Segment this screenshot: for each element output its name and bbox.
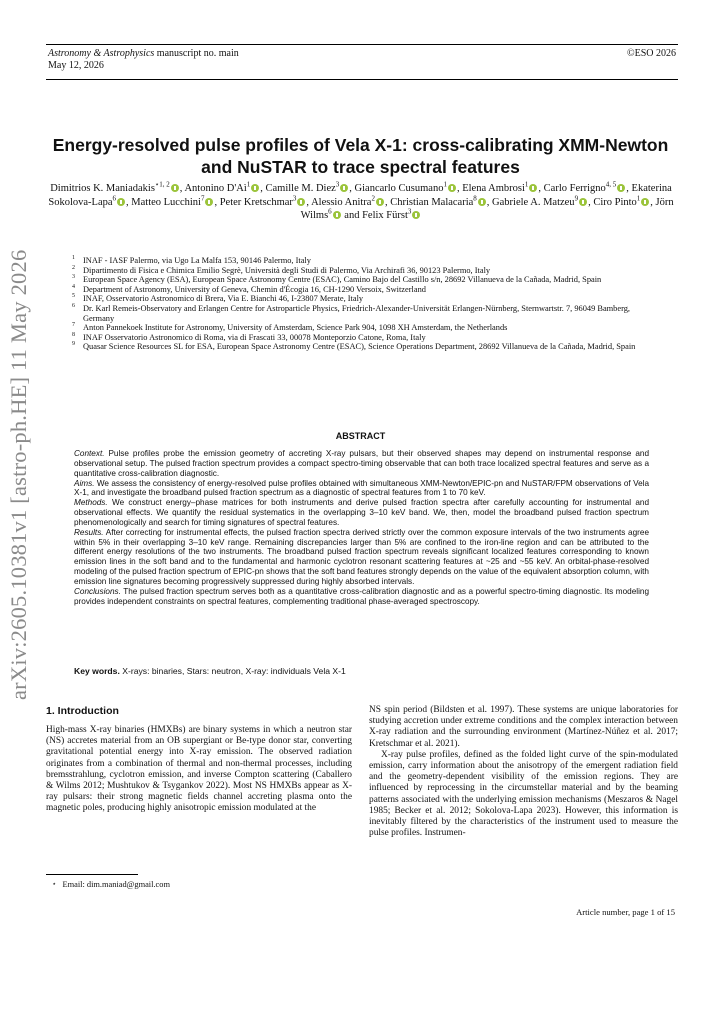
author [354,180,457,194]
author [50,180,180,194]
affiliation-list [70,256,660,352]
author-affiliation: 7 [200,194,205,202]
author [593,194,650,208]
footnote-rule [46,874,138,875]
author-name: Dimitrios K. Maniadakis [50,183,155,194]
journal-name: Astronomy & Astrophysics [48,48,155,59]
author-name: Carlo Ferrigno [543,183,606,194]
right-column [369,705,678,839]
keywords-label: Key words. [74,666,120,676]
author-name: Ciro Pinto [593,196,637,208]
manuscript-number: manuscript no. main [156,48,239,59]
author-name: Elena Ambrosi [462,183,525,194]
author-name: Gabriele A. Matzeu [492,196,575,208]
orcid-icon[interactable] [412,211,420,219]
affiliation-number: 8 [72,331,75,338]
affiliation-item [70,285,660,295]
affiliation-number: 4 [72,283,75,290]
context-text: Pulse profiles probe the emission geometry of accreting X-ray pulsars, but their observed shapes may depend on instrumental response and observational setup. The pulsed fraction spectrum provides a compact spectro-timing observable that can both trace localized spectral features and serve as a quantitative cross-calibration diagnostic. [74,449,649,478]
orcid-icon[interactable] [297,198,305,206]
author [265,180,350,194]
orcid-icon[interactable] [529,184,537,192]
footnote [52,880,170,889]
orcid-icon[interactable] [579,198,587,206]
affiliation-text: European Space Agency (ESA), European Space Astronomy Centre (ESAC), Camino Bajo del Castillo s/n, 28692 Villanueva de la Cañada, Madrid, Spain [83,275,602,285]
affiliation-text: Anton Pannekoek Institute for Astronomy, University of Amsterdam, Science Park 904, 1098 XH Amsterdam, the Netherlands [83,323,508,333]
orcid-icon[interactable] [478,198,486,206]
aims-label: Aims. [74,478,95,488]
footnote-email[interactable]: Email: dim.maniad@gmail.com [62,880,170,889]
author-name: Christian Malacaria [390,196,474,208]
results-text: After correcting for instrumental effects, the pulsed fraction spectra derived strictly over the common exposure intervals of the two instruments agree within 5% in their overlapping 3–10 keV range. Remaining discrepancies larger than 5% are confined to the iron-line region and can be attributed to the different energy resolutions of the two instruments. The broadband pulsed fraction spectrum reveals significant localized features corresponding to known emission lines in the soft band and to the fundamental and harmonic cyclotron resonant scattering features at ~25 and ~55 keV. An orbital-phase-resolved modeling of the pulsed fraction spectrum of EPIC-pn shows that the soft band features strongly depends on the value of the equivalent absorption column, with emission line signatures becoming progressively suppressed during highly absorbed intervals. [74,527,650,586]
author-name: Jörn Wilms [300,196,674,221]
footnote-marker: ⋆ [52,880,57,888]
intro-paragraph-1-cont: NS spin period (Bildsten et al. 1997). These systems are unique laboratories for studying accretion under extreme conditions and the complex interaction between X-ray radiation and the surrounding environment (Martínez-Núñez et al. 2017; Kretschmar et al. 2021). [369,705,678,749]
author-affiliation: 8 [473,194,477,202]
affiliation-number: 9 [72,341,75,348]
orcid-icon[interactable] [376,198,384,206]
author [462,180,538,194]
intro-paragraph-2: X-ray pulse profiles, defined as the folded light curve of the spin-modulated emission, carry information about the anisotropy of the emergent radiation field and the geometry-dependent visibility of the emission regions. They are influenced by reprocessing in the circumstellar material and by the beaming patterns associated with the underlying emission mechanisms (Meszaros & Nagel 1985; Becker et al. 2012; Sokolova-Lapa 2023). However, this information is inevitably filtered by the characteristics of the instrument used to measure the pulse profiles. Instrumen- [369,749,678,839]
affiliation-text: Quasar Science Resources SL for ESA, European Space Astronomy Centre (ESAC), Science Operations Department, 28692 Villanueva de la Cañada, Madrid, Spain [83,342,636,352]
methods-label: Methods. [74,498,108,508]
abstract-context [74,449,649,479]
results-label: Results. [74,527,104,537]
author [184,180,260,194]
orcid-icon[interactable] [171,184,179,192]
author-affiliation: 6 [112,194,117,202]
author-affiliation: 1 [524,180,529,189]
author [311,194,385,208]
author-affiliation: 3 [292,194,297,202]
author-affiliation: 1 [636,194,641,202]
author-affiliation: 3 [407,207,412,216]
author [219,194,307,208]
affiliation-number: 1 [72,255,75,261]
affiliation-number: 5 [72,293,75,300]
affiliation-number: 2 [72,264,75,271]
author [344,207,421,221]
conclusions-label: Conclusions. [74,586,121,596]
affiliation-item [70,333,660,343]
abstract-results [74,528,649,587]
abstract-methods [74,498,649,528]
author-name: and Felix Fürst [344,210,408,221]
orcid-icon[interactable] [340,184,348,192]
section-heading: 1. Introduction [46,705,119,717]
orcid-icon[interactable] [448,184,456,192]
affiliation-item [70,266,660,276]
author-name: Alessio Anitra [311,196,372,208]
affiliation-number: 6 [72,302,75,309]
header-date: May 12, 2026 [48,60,104,71]
author-name: Peter Kretschmar [219,196,293,208]
journal-line [48,48,239,60]
abstract-heading: ABSTRACT [335,431,386,441]
author-name: Matteo Lucchini [131,196,201,208]
affiliation-number: 7 [72,322,75,329]
affiliation-text: INAF - IASF Palermo, via Ugo La Malfa 153, 90146 Palermo, Italy [83,256,311,265]
affiliation-text: INAF, Osservatorio Astronomico di Brera, Via E. Bianchi 46, I-23807 Merate, Italy [83,294,364,304]
orcid-icon[interactable] [117,198,125,206]
orcid-icon[interactable] [251,184,259,192]
author-name: Giancarlo Cusumano [354,183,444,194]
methods-text: We construct energy–phase matrices for both instruments and derive pulsed fraction spectra after carefully accounting for instrumental and observational effects. We quantify the residual systematics in the overlapping 3–10 keV band. We, then, model the broadband pulsed fraction spectrum phenomenologically and search for timing signatures of spectral features. [74,498,649,527]
keywords-text: X-rays: binaries, Stars: neutron, X-ray: individuals Vela X-1 [122,666,346,676]
author-affiliation: 3 [335,180,340,189]
author [543,180,627,194]
affiliation-item [70,256,660,266]
author-affiliation: 1 [246,180,251,189]
author-name: Ekaterina Sokolova-Lapa [48,183,672,208]
context-label: Context. [74,449,105,458]
copyright: ©ESO 2026 [627,48,676,59]
affiliation-item [70,294,660,304]
orcid-icon[interactable] [617,184,625,192]
orcid-icon[interactable] [333,211,341,219]
author-affiliation: 1 [443,180,447,189]
affiliation-item [70,323,660,333]
arxiv-stamp: arXiv:2605.10381v1 [astro-ph.HE] 11 May 2026 [6,249,31,700]
affiliation-text: Dipartimento di Fisica e Chimica Emilio Segrè, Università degli Studi di Palermo, Via Archirafi 36, 90123 Palermo, Italy [83,265,491,275]
affiliation-text: Dr. Karl Remeis-Observatory and Erlangen Centre for Astroparticle Physics, Friedrich-Alexander-Universität Erlangen-Nürnberg, Sternwartstr. 7, 96049 Bamberg, Germany [83,303,631,323]
affiliation-item [70,275,660,285]
abstract [74,449,649,607]
left-column [46,725,352,815]
running-header [46,44,678,80]
keywords [74,666,649,676]
author [390,194,487,208]
author-affiliation: 4, 5 [605,180,617,189]
author-name: Camille M. Diez [265,183,336,194]
author [492,194,588,208]
abstract-aims [74,479,649,499]
affiliation-number: 3 [72,274,75,281]
author [131,194,214,208]
page-number: Article number, page 1 of 15 [576,907,675,917]
author-affiliation: 9 [574,194,579,202]
affiliation-text: INAF Osservatorio Astronomico di Roma, via di Frascati 33, 00078 Monteporzio Catone, Roma, Italy [83,332,426,342]
abstract-conclusions [74,587,649,607]
affiliation-item [70,304,660,323]
aims-text: We assess the consistency of energy-resolved pulse profiles obtained with simultaneous XMM-Newton/EPIC-pn and NuSTAR/FPM observations of Vela X-1, and investigate the broadband pulsed fraction spectrum as a diagnostic of spectral features from 1 to 70 keV. [74,478,650,498]
paper-title: Energy-resolved pulse profiles of Vela X-1: cross-calibrating XMM-Newton and NuSTAR to trace spectral features [52,135,669,177]
intro-paragraph-1: High-mass X-ray binaries (HMXBs) are binary systems in which a neutron star (NS) accretes material from an OB supergiant or Be-type donor star, converting gravitational potential energy into X-ray emission. The observed radiation originates from a combination of thermal and non-thermal processes, including bremsstrahlung, cyclotron emission, and inverse Compton scattering (Caballero & Wilms 2012; Mushtukov & Tsygankov 2022). Most NS HMXBs appear as X-ray pulsars: their strong magnetic fields channel accreting plasma onto the magnetic poles, producing highly anisotropic emission modulated at the [46,725,352,814]
author-name: Antonino D'Aì [184,183,247,194]
affiliation-item [70,342,660,352]
author-affiliation: 2 [371,194,375,202]
author-affiliation: 6 [328,207,332,216]
orcid-icon[interactable] [205,198,213,206]
affiliation-text: Department of Astronomy, University of Geneva, Chemin d'Écogia 16, CH-1290 Versoix, Switzerland [83,284,426,294]
conclusions-text: The pulsed fraction spectrum serves both as a quantitative cross-calibration diagnostic and as a powerful spectro-timing diagnostic. Its modeling provides independent constraints on spectral features, complementing traditional phase-averaged spectroscopy. [74,586,649,606]
orcid-icon[interactable] [641,198,649,206]
author-list: Dimitrios K. Maniadakis$^{⋆1, 2}$ , Antonino $D'Aì^1$ , Camille M. Diez$^3$ , Giancarlo Cusumano$^1$ , Elena Ambrosi$^1$ , Carlo Ferrigno$^{4, 5}$ , Ekaterina Sokolova-Lapa$^6$ , Matteo Lucchini$^7$ , Peter Kretschmar$^3$ , Alessio Anitra$^2$ , Christian Malacaria$^8$ , Gabriele A. Matzeu$^9$ , Ciro Pinto$^1$ , Jörn Wilms$^6$ and Felix Fürst$^3$ [48,180,674,221]
author-affiliation: ⋆1, 2 [154,180,170,189]
